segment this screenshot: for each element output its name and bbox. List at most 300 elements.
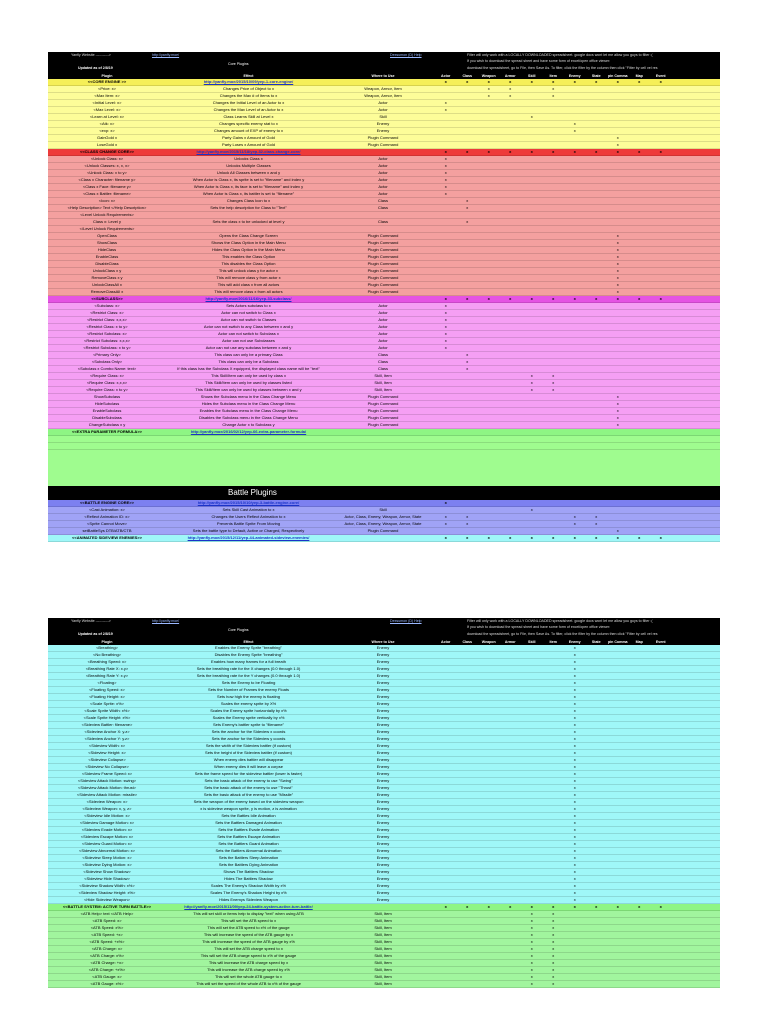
cell-plugin[interactable]: <Cast Animation: x>	[89, 507, 125, 512]
cell-flag	[457, 792, 479, 798]
cell-plugin[interactable]: UnlockClassAll x	[92, 282, 122, 287]
cell-flag	[586, 359, 608, 365]
header-flag-map[interactable]: Map	[635, 74, 643, 78]
cell-plugin[interactable]: <Class x Battler: filename>	[83, 191, 131, 196]
cell-plugin[interactable]: <Class x Face: filename y>	[82, 184, 132, 189]
cell-flag	[521, 135, 543, 141]
cell-flag	[457, 974, 479, 980]
cell-effect: Hides The Battlers Shadow	[224, 876, 273, 881]
filter-notice-3b: download the spreadsheet, go to File, then Save As. To filter, click the filter by the column then click "Filter by cell vel res	[467, 632, 658, 636]
cell-plugin[interactable]: <Sideview Damage Motion: x>	[79, 820, 135, 825]
cell-where: Plugin Command	[367, 282, 399, 287]
cell-flag	[500, 436, 522, 442]
cell-flag	[586, 443, 608, 449]
cell-plugin[interactable]: <Subclass x Combo Name: text>	[77, 366, 137, 371]
cell-where: Skill	[379, 114, 387, 119]
cell-flag: x	[573, 820, 576, 825]
cell-plugin[interactable]: <Floating Height: x>	[89, 694, 125, 699]
cell-flag: x	[444, 191, 447, 196]
cell-plugin[interactable]: ShowSubclass	[93, 394, 121, 399]
cell-plugin[interactable]: <<BATTLE ENGINE CORE>>	[80, 500, 134, 505]
cell-flag	[478, 373, 500, 379]
cell-flag	[564, 275, 586, 281]
cell-flag	[564, 911, 586, 917]
cell-plugin[interactable]: <Floating>	[97, 680, 117, 685]
cell-effect: This will set the ATB charge speed to x	[214, 946, 283, 951]
cell-flag	[500, 401, 522, 407]
cell-flag: x	[466, 79, 469, 84]
cell-plugin[interactable]: <Sideview Weapon: x>	[86, 799, 128, 804]
cell-flag: x	[444, 296, 447, 301]
cell-flag	[435, 359, 457, 365]
cell-plugin[interactable]: <ATB Speed: +x>	[91, 932, 123, 937]
cell-plugin[interactable]: EnableClass	[95, 254, 119, 259]
cell-plugin[interactable]: <Sideview Escape Motion: x>	[80, 834, 134, 839]
cell-plugin[interactable]: <Sideview Attack Motion: missile>	[76, 792, 138, 797]
section-header-row	[48, 535, 720, 542]
cell-plugin[interactable]: <Sideview Attack Motion: thrust>	[77, 785, 137, 790]
cell-flag	[478, 974, 500, 980]
cell-plugin[interactable]: RemoveClassAll x	[90, 289, 124, 294]
table-row	[48, 729, 720, 736]
cell-where: Plugin Command	[367, 408, 399, 413]
cell-effect: This will remove class y from actor x	[216, 275, 281, 280]
header-flag-armor[interactable]: Armor	[504, 640, 516, 644]
cell-plugin[interactable]: <Sideview Evade Motion: x>	[81, 827, 133, 832]
header-flag-actor[interactable]: Actor	[441, 74, 451, 78]
cell-flag	[607, 156, 629, 162]
cell-plugin[interactable]: <Sideview Shadow Width: x%>	[79, 883, 135, 888]
cell-flag	[457, 953, 479, 959]
doc-link[interactable]: Dexsumon (D) Help	[390, 53, 422, 57]
cell-flag	[457, 303, 479, 309]
cell-plugin[interactable]: <ATB Help> text </ATB Help>	[80, 911, 134, 916]
filter-notice-2b: If you wish to download the spread sheet and have some form of excel/open office viewer:	[467, 625, 611, 629]
cell-flag	[457, 813, 479, 819]
cell-effect	[166, 443, 331, 449]
cell-flag	[478, 500, 500, 506]
cell-plugin[interactable]: <Restrict Subclass: x,x,x>	[83, 338, 130, 343]
cell-where: Class	[377, 198, 388, 203]
cell-plugin[interactable]: <Unlock Classes: x, x, x>	[84, 163, 130, 168]
cell-plugin[interactable]: <ATB Charge: +x>	[90, 960, 124, 965]
cell-link[interactable]: http://yanfly.moe/2015/12/11/yep-44-animated-sideview-enemies/	[187, 535, 310, 540]
cell-plugin[interactable]: <Hide Sideview Weapon>	[84, 897, 130, 902]
cell-flag	[629, 219, 651, 225]
cell-flag	[521, 86, 543, 92]
cell-plugin[interactable]: <Sideview Dying Motion: x>	[82, 862, 132, 867]
cell-flag	[521, 841, 543, 847]
cell-flag	[650, 373, 672, 379]
table-row	[48, 135, 720, 142]
cell-flag	[457, 785, 479, 791]
cell-plugin[interactable]: <Restrict Class: x to y>	[86, 324, 128, 329]
cell-flag	[478, 401, 500, 407]
cell-where: Plugin Command	[367, 240, 399, 245]
cell-flag: x	[530, 960, 533, 965]
cell-flag: x	[573, 862, 576, 867]
cell-flag	[543, 226, 565, 232]
cell-plugin[interactable]: <Sideview Battler: filename>	[81, 722, 133, 727]
cell-plugin[interactable]: Class x: Level y	[92, 219, 121, 224]
cell-flag	[478, 925, 500, 931]
cell-plugin[interactable]: <Subclass: x>	[94, 303, 120, 308]
cell-flag	[586, 967, 608, 973]
cell-flag	[457, 528, 479, 534]
cell-flag	[478, 911, 500, 917]
cell-where: Actor	[378, 156, 388, 161]
cell-flag	[478, 715, 500, 721]
cell-effect: Actor can not use any subclass between x and y	[205, 345, 292, 350]
header-flag-state[interactable]: State	[591, 74, 601, 78]
cell-plugin[interactable]: <Sideview Width: x>	[88, 743, 126, 748]
cell-plugin[interactable]: <Sideview Shadow Height: x%>	[78, 890, 136, 895]
cell-flag	[435, 240, 457, 246]
cell-flag	[435, 93, 457, 99]
cell-link[interactable]: http://yanfly.moe/2015/11/18/yep-32-class-change-core/	[196, 149, 301, 154]
header-flag-pin-comma[interactable]: pin Comma	[607, 640, 628, 644]
cell-effect: Changes amount of EXP of enemy to x	[213, 128, 284, 133]
cell-link[interactable]: http://yanfly.moe/2016/02/12/yep-66-extra-parameter-formula/	[190, 429, 307, 434]
top-info-row-2	[48, 618, 720, 639]
table-row	[48, 514, 720, 521]
cell-plugin[interactable]: <Restrict Class: x,x,x>	[87, 317, 127, 322]
header-flag-skill[interactable]: Skill	[528, 74, 536, 78]
cell-plugin[interactable]: <ATB Charge: x>	[91, 946, 123, 951]
cell-flag	[607, 310, 629, 316]
doc-link-2[interactable]: Dexsumon (D) Help	[390, 619, 422, 623]
header-flag-item[interactable]: Item	[549, 74, 557, 78]
cell-flag	[478, 205, 500, 211]
cell-flag	[478, 268, 500, 274]
cell-flag	[586, 764, 608, 770]
cell-plugin[interactable]: <Scale Sprite: x%>	[89, 701, 125, 706]
cell-flag	[564, 394, 586, 400]
cell-flag	[564, 142, 586, 148]
cell-plugin[interactable]: <Require Class: x,x,x>	[86, 380, 128, 385]
cell-flag	[435, 401, 457, 407]
header-flag-map[interactable]: Map	[635, 640, 643, 644]
cell-flag: x	[444, 500, 447, 505]
cell-plugin[interactable]: HideClass	[97, 247, 117, 252]
cell-plugin[interactable]: <<SUBCLASS>>	[91, 296, 123, 301]
cell-flag	[650, 521, 672, 527]
cell-flag	[435, 86, 457, 92]
header-flag-event[interactable]: Event	[655, 640, 666, 644]
cell-flag: x	[530, 373, 533, 378]
cell-plugin[interactable]: <Unlock Class: x to y>	[87, 170, 127, 175]
cell-flag	[650, 275, 672, 281]
cell-flag: x	[444, 535, 447, 540]
cell-flag	[607, 750, 629, 756]
cell-flag	[543, 233, 565, 239]
cell-flag	[478, 981, 500, 987]
header-plugin-2[interactable]: Plugin	[101, 640, 113, 644]
cell-plugin[interactable]: OpenClass	[97, 233, 117, 238]
header-flag-armor[interactable]: Armor	[504, 74, 516, 78]
cell-effect: Unlock All Classes between x and y	[216, 170, 281, 175]
cell-plugin[interactable]: <Require Class: x to y>	[86, 387, 128, 392]
header-effect[interactable]: Effect	[243, 74, 254, 78]
cell-plugin[interactable]: <ATB Speed: x%>	[90, 925, 124, 930]
cell-flag: x	[573, 715, 576, 720]
cell-plugin[interactable]: HideSubclass	[94, 401, 120, 406]
cell-plugin[interactable]: <Max Level: x>	[93, 107, 121, 112]
cell-flag	[586, 310, 608, 316]
header-flag-actor[interactable]: Actor	[441, 640, 451, 644]
cell-flag	[500, 778, 522, 784]
cell-flag	[629, 514, 651, 520]
cell-effect: Actor can not switch to Subclass x	[218, 331, 279, 336]
cell-flag	[500, 114, 522, 120]
cell-plugin[interactable]: <ATB Gauge: x>	[92, 974, 122, 979]
cell-flag	[478, 813, 500, 819]
cell-plugin[interactable]: <<ANIMATED SIDEVIEW ENEMIES>>	[72, 535, 142, 540]
cell-plugin[interactable]: <Restrict Subclass: x>	[87, 331, 127, 336]
table-row	[48, 507, 720, 514]
cell-flag	[543, 359, 565, 365]
cell-flag	[435, 715, 457, 721]
header-where[interactable]: Where to Use	[371, 74, 395, 78]
cell-plugin[interactable]: LoseGold x	[96, 142, 118, 147]
header-flag-state[interactable]: State	[591, 640, 601, 644]
website-link-2[interactable]: http://yanfly.moe/	[152, 619, 180, 623]
cell-flag	[629, 373, 651, 379]
cell-plugin[interactable]: <ATB Speed: +x%>	[89, 939, 125, 944]
cell-where: Enemy	[376, 708, 390, 713]
cell-plugin[interactable]: <<CLASS CHANGE CORE>>	[79, 149, 134, 154]
cell-plugin[interactable]: <Breathing Speed: x>	[87, 659, 127, 664]
cell-plugin[interactable]: <Initial Level: x>	[92, 100, 122, 105]
header-flag-event[interactable]: Event	[655, 74, 666, 78]
cell-flag: x	[444, 303, 447, 308]
cell-flag	[457, 261, 479, 267]
cell-flag	[543, 862, 565, 868]
cell-flag	[521, 834, 543, 840]
table-row	[48, 967, 720, 974]
cell-flag	[650, 514, 672, 520]
cell-plugin[interactable]: <Sideview Frame Speed: x>	[81, 771, 133, 776]
cell-plugin[interactable]: ShowClass	[96, 240, 117, 245]
cell-link[interactable]: http://yanfly.moe/2016/11/16/yep-33-subclass/	[205, 296, 292, 301]
cell-plugin[interactable]	[48, 436, 166, 442]
cell-flag: x	[573, 799, 576, 804]
cell-flag	[543, 163, 565, 169]
cell-flag	[478, 687, 500, 693]
cell-flag	[650, 771, 672, 777]
cell-effect	[166, 212, 331, 218]
cell-plugin[interactable]: <Sideview Weapon: x, y, z>	[82, 806, 132, 811]
cell-plugin[interactable]: <Primary Only>	[93, 352, 121, 357]
cell-flag	[521, 107, 543, 113]
cell-plugin[interactable]: <Price: x>	[97, 86, 116, 91]
cell-flag	[500, 394, 522, 400]
cell-plugin[interactable]: <Help Description> Text </Help Description>	[67, 205, 147, 210]
cell-flag	[478, 701, 500, 707]
header-flag-enemy[interactable]: Enemy	[568, 74, 581, 78]
cell-plugin[interactable]: <Scale Sprite Height: x%>	[83, 715, 131, 720]
cell-flag: x	[616, 422, 619, 427]
cell-plugin[interactable]: <Sideview Abnormal Motion: x>	[78, 848, 136, 853]
header-where-2[interactable]: Where to Use	[371, 640, 395, 644]
cell-flag	[564, 191, 586, 197]
cell-plugin[interactable]: <Sideview Idle Motion: x>	[84, 813, 130, 818]
cell-plugin[interactable]: <Learn at Level: x>	[89, 114, 125, 119]
cell-plugin[interactable]: <Sideview Guard Motion: x>	[81, 841, 133, 846]
header-plugin[interactable]: Plugin	[101, 74, 113, 78]
header-flag-pin-comma[interactable]: pin Comma	[607, 74, 628, 78]
cell-flag	[586, 121, 608, 127]
cell-plugin[interactable]: DisableSubclass	[92, 415, 122, 420]
cell-plugin[interactable]: <ATB Charge: +x%>	[88, 967, 126, 972]
cell-flag	[500, 500, 522, 506]
cell-plugin[interactable]: <exp: x>	[99, 128, 115, 133]
cell-plugin[interactable]: <Breathing Rate X: x.y>	[85, 666, 129, 671]
cell-flag	[629, 925, 651, 931]
cell-flag	[521, 715, 543, 721]
table-row	[48, 974, 720, 981]
cell-flag	[435, 387, 457, 393]
cell-effect: This disables the Class Option	[221, 261, 276, 266]
cell-flag	[607, 925, 629, 931]
cell-flag	[650, 324, 672, 330]
cell-flag	[478, 862, 500, 868]
website-link[interactable]: http://yanfly.moe/	[152, 53, 180, 57]
table-row	[48, 205, 720, 212]
cell-plugin[interactable]: RemoveClass x y	[91, 275, 123, 280]
table-row	[48, 953, 720, 960]
cell-flag	[500, 715, 522, 721]
cell-flag	[500, 701, 522, 707]
cell-plugin[interactable]: <Restrict Class: x>	[90, 310, 124, 315]
cell-flag	[478, 932, 500, 938]
cell-plugin[interactable]: <Require Class: x>	[89, 373, 124, 378]
cell-plugin[interactable]: <<EXTRA PARAMETER FORMULA>>	[71, 429, 142, 434]
header-flag-class[interactable]: Class	[462, 640, 473, 644]
cell-plugin[interactable]: <Icon: x>	[98, 198, 116, 203]
cell-plugin[interactable]: <ATB Gauge: x%>	[90, 981, 124, 986]
cell-flag	[650, 422, 672, 428]
cell-plugin[interactable]: <Sideview Height: x>	[88, 750, 126, 755]
cell-link[interactable]: http://yanfly.moe/2015/11/09/yep-24-battle-system-active-turn-battle/	[184, 904, 313, 909]
header-flag-enemy[interactable]: Enemy	[568, 640, 581, 644]
cell-flag	[650, 352, 672, 358]
cell-plugin[interactable]: </Level Unlock Requirements>	[79, 226, 135, 231]
cell-flag	[607, 946, 629, 952]
cell-flag	[586, 897, 608, 903]
cell-flag	[500, 652, 522, 658]
cell-flag	[500, 177, 522, 183]
cell-plugin[interactable]: <<CORE ENGINE >>	[87, 79, 127, 84]
cell-plugin[interactable]: <No Breathing>	[92, 652, 122, 657]
cell-plugin[interactable]: <Atk: x>	[99, 121, 115, 126]
header-flag-item[interactable]: Item	[549, 640, 557, 644]
cell-plugin[interactable]: <Unlock Class: x>	[90, 156, 124, 161]
cell-flag: x	[444, 184, 447, 189]
cell-flag	[521, 261, 543, 267]
cell-plugin[interactable]: <Class x Character: filename y>	[78, 177, 136, 182]
cell-link[interactable]: http://yanfly.moe/2015/10/10/yep-3-battle-engine-core/	[197, 500, 300, 505]
cell-plugin[interactable]: <Sideview Show Shadow>	[83, 869, 131, 874]
cell-link[interactable]: http://yanfly.moe/2015/10/09/yep-1-core-engine/	[203, 79, 294, 84]
cell-flag	[478, 897, 500, 903]
cell-flag	[478, 785, 500, 791]
cell-flag	[586, 205, 608, 211]
cell-plugin[interactable]: <Sideview No Collapse>	[85, 764, 129, 769]
cell-plugin[interactable]: EnableSubclass	[92, 408, 122, 413]
table-row	[48, 345, 720, 352]
cell-plugin[interactable]: <Sideview Sleep Motion: x>	[82, 855, 132, 860]
cell-flag	[478, 394, 500, 400]
cell-flag	[500, 827, 522, 833]
cell-flag	[543, 750, 565, 756]
cell-plugin[interactable]: <Sideview Attack Motion: swing>	[77, 778, 137, 783]
cell-plugin[interactable]: <ATB Charge: x%>	[89, 953, 125, 958]
cell-plugin[interactable]: <Sideview Hide Shadow>	[84, 876, 130, 881]
cell-plugin[interactable]: <Max Item: x>	[94, 93, 120, 98]
cell-plugin[interactable]: ChangeSubclass x y	[88, 422, 126, 427]
cell-plugin[interactable]: GainGold x	[96, 135, 117, 140]
cell-flag	[521, 436, 543, 442]
cell-plugin[interactable]: <Sprite Cannot Move>	[86, 521, 128, 526]
cell-flag	[500, 303, 522, 309]
cell-plugin[interactable]: UnlockClass x y	[92, 268, 122, 273]
cell-flag	[435, 394, 457, 400]
cell-flag: x	[616, 240, 619, 245]
cell-plugin[interactable]: <Subclass Only>	[91, 359, 123, 364]
table-row	[48, 268, 720, 275]
cell-plugin[interactable]: <Floating Speed: x>	[89, 687, 125, 692]
cell-flag	[650, 254, 672, 260]
cell-plugin[interactable]: <Breathing>	[96, 645, 118, 650]
header-flag-weapon[interactable]: Weapon	[481, 74, 496, 78]
cell-effect: Opens the Class Change Screen	[219, 233, 278, 238]
header-flag-weapon[interactable]: Weapon	[481, 640, 496, 644]
cell-flag	[629, 401, 651, 407]
cell-flag	[629, 890, 651, 896]
cell-plugin[interactable]: setBattleSys DTB/ATB/CTB	[82, 528, 132, 533]
cell-where: Plugin Command	[367, 247, 399, 252]
header-flag-skill[interactable]: Skill	[528, 640, 536, 644]
cell-plugin[interactable]: <Scale Sprite Width: x%>	[84, 708, 130, 713]
cell-plugin[interactable]: <Breathing Rate Y: x.y>	[85, 673, 129, 678]
cell-plugin[interactable]	[48, 443, 166, 449]
cell-flag	[629, 806, 651, 812]
header-effect-2[interactable]: Effect	[243, 640, 254, 644]
cell-plugin[interactable]: <Level Unlock Requirements>	[80, 212, 134, 217]
cell-plugin[interactable]: <Sideview Anchor X: y.z>	[84, 729, 130, 734]
cell-plugin[interactable]: <<BATTLE SYSTEM: ACTIVE TURN BATTLE>>	[62, 904, 152, 909]
cell-plugin[interactable]: <Sideview Anchor Y: y.z>	[84, 736, 130, 741]
cell-plugin[interactable]: <Sideview Collapse>	[88, 757, 126, 762]
cell-flag: x	[487, 93, 490, 98]
cell-flag	[521, 121, 543, 127]
cell-flag	[543, 107, 565, 113]
cell-plugin[interactable]: <ATB Speed: x>	[92, 918, 122, 923]
cell-flag	[607, 694, 629, 700]
cell-plugin[interactable]: <Reflect Animation ID: x>	[84, 514, 130, 519]
cell-flag	[521, 254, 543, 260]
cell-plugin[interactable]: <Restrict Subclass: x to y>	[83, 345, 131, 350]
cell-flag	[564, 415, 586, 421]
header-flag-class[interactable]: Class	[462, 74, 473, 78]
cell-flag	[521, 142, 543, 148]
cell-flag	[629, 142, 651, 148]
cell-flag	[586, 394, 608, 400]
cell-flag	[457, 507, 479, 513]
cell-effect: Changes the Initial Level of an Actor to x	[212, 100, 285, 105]
cell-plugin[interactable]: DisableClass	[95, 261, 119, 266]
